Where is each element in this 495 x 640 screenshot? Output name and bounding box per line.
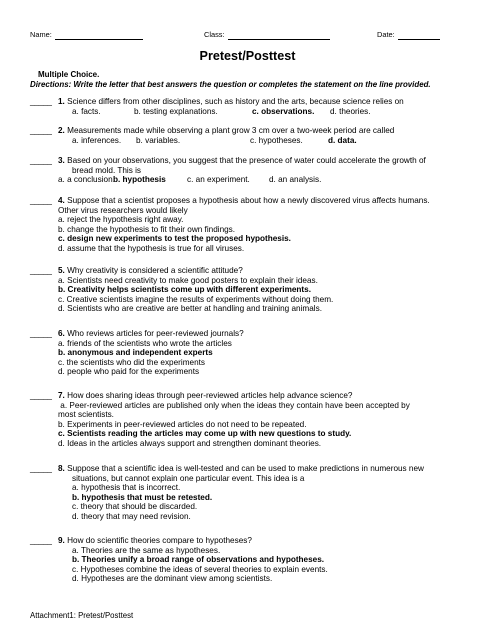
option-d: d. assume that the hypothesis is true for all viruses.: [58, 243, 245, 253]
option-a: a. friends of the scientists who wrote the articles: [58, 338, 232, 348]
option-d: d. Scientists who are creative are better at handling and training animals.: [58, 304, 322, 314]
question-number: 6.: [58, 329, 65, 338]
option-a: a. hypothesis that is incorrect.: [72, 483, 181, 493]
option-a-cont: most scientists.: [58, 410, 114, 420]
question-text: Measurements made while observing a plant grow 3 cm over a two-week period are called: [67, 126, 395, 135]
option-a: a. Theories are the same as hypotheses.: [72, 545, 221, 555]
question-text: Science differs from other disciplines, such as history and the arts, because science relies on: [67, 97, 404, 106]
question-text-cont: bread mold. This is: [72, 165, 142, 175]
answer-blank[interactable]: _____: [30, 126, 52, 135]
option-c: c. Scientists reading the articles may come up with new questions to study.: [58, 429, 352, 439]
question-text: Who reviews articles for peer-reviewed journals?: [67, 329, 244, 338]
question-7: [30, 391, 477, 449]
name-line[interactable]: [55, 32, 143, 40]
option-b: b. Theories unify a broad range of observations and hypotheses.: [72, 555, 325, 565]
question-4: [30, 196, 477, 254]
answer-blank[interactable]: _____: [30, 536, 52, 545]
question-number: 2.: [58, 126, 65, 135]
section-label: Multiple Choice.: [38, 70, 100, 79]
question-text: Why creativity is considered a scientific attitude?: [67, 266, 243, 275]
name-field[interactable]: [30, 30, 143, 40]
question-text: How does sharing ideas through peer-reviewed articles help advance science?: [67, 391, 353, 400]
name-label: Name:: [30, 30, 52, 39]
option-c: c. an experiment.: [187, 175, 250, 185]
answer-blank[interactable]: _____: [30, 464, 52, 473]
date-label: Date:: [377, 30, 395, 39]
question-text-cont: situations, but cannot explain one particular event. This idea is a: [72, 473, 305, 483]
option-d: d. Hypotheses are the dominant view among scientists.: [72, 574, 273, 584]
question-text: Based on your observations, you suggest that the presence of water could accelerate the growth of: [67, 156, 426, 165]
question-text: Suppose that a scientific idea is well-tested and can be used to make predictions in numerous new: [67, 464, 424, 473]
option-b: b. variables.: [136, 135, 181, 145]
question-6: [30, 329, 477, 377]
option-b: b. Experiments in peer-reviewed articles do not need to be repeated.: [58, 419, 307, 429]
question-number: 4.: [58, 196, 65, 205]
question-number: 7.: [58, 391, 65, 400]
option-b: b. hypothesis that must be retested.: [72, 492, 213, 502]
option-b: b. anonymous and independent experts: [58, 348, 213, 358]
option-c: c. theory that should be discarded.: [72, 502, 198, 512]
question-number: 9.: [58, 536, 65, 545]
option-b: b. testing explanations.: [134, 106, 218, 116]
question-text: Suppose that a scientist proposes a hypothesis about how a newly discovered virus affects humans.: [67, 196, 430, 205]
date-line[interactable]: [398, 32, 440, 40]
option-a: a. a conclusion.: [58, 175, 115, 185]
question-8: [30, 464, 477, 522]
option-b: b. Creativity helps scientists come up with different experiments.: [58, 285, 311, 295]
answer-blank[interactable]: _____: [30, 156, 52, 165]
option-d: d. Ideas in the articles always support and strengthen dominant theories.: [58, 438, 322, 448]
option-a: a. facts.: [72, 106, 101, 116]
option-a: a. Peer-reviewed articles are published only when the ideas they contain have been accepted by: [58, 400, 410, 410]
answer-blank[interactable]: _____: [30, 391, 52, 400]
class-line[interactable]: [228, 32, 330, 40]
question-3: [30, 156, 477, 185]
date-field[interactable]: [377, 30, 440, 40]
option-c: c. observations.: [252, 106, 315, 116]
question-text-cont: Other virus researchers would likely: [58, 205, 188, 215]
answer-blank[interactable]: _____: [30, 329, 52, 338]
question-number: 8.: [58, 464, 65, 473]
option-b: b. change the hypothesis to fit their own findings.: [58, 224, 236, 234]
option-c: c. hypotheses.: [250, 135, 303, 145]
directions-text: Directions: Write the letter that best answers the question or completes the statement on the line provided.: [30, 80, 431, 89]
answer-blank[interactable]: _____: [30, 97, 52, 106]
page-title: Pretest/Posttest: [199, 49, 296, 63]
option-c: c. the scientists who did the experiments: [58, 357, 205, 367]
option-b: b. hypothesis: [113, 175, 166, 185]
question-9: [30, 536, 477, 584]
question-2: [30, 126, 477, 145]
option-d: d. data.: [328, 135, 357, 145]
question-number: 5.: [58, 266, 65, 275]
option-c: c. design new experiments to test the proposed hypothesis.: [58, 234, 291, 244]
class-field[interactable]: [204, 30, 330, 40]
question-number: 1.: [58, 97, 65, 106]
footer-text: Attachment1: Pretest/Posttest: [30, 611, 134, 620]
option-a: a. Scientists need creativity to make good posters to explain their ideas.: [58, 275, 318, 285]
question-1: [30, 97, 477, 116]
header-fields: [30, 30, 471, 42]
option-a: a. inferences.: [72, 135, 122, 145]
question-number: 3.: [58, 156, 65, 165]
option-d: d. an analysis.: [269, 175, 322, 185]
class-label: Class:: [204, 30, 225, 39]
option-d: d. people who paid for the experiments: [58, 367, 200, 377]
option-c: c. Hypotheses combine the ideas of several theories to explain events.: [72, 564, 328, 574]
answer-blank[interactable]: _____: [30, 266, 52, 275]
option-d: d. theory that may need revision.: [72, 511, 191, 521]
option-a: a. reject the hypothesis right away.: [58, 215, 184, 225]
option-d: d. theories.: [330, 106, 371, 116]
question-5: [30, 266, 477, 314]
option-c: c. Creative scientists imagine the results of experiments without doing them.: [58, 294, 334, 304]
answer-blank[interactable]: _____: [30, 196, 52, 205]
question-text: How do scientific theories compare to hypotheses?: [67, 536, 252, 545]
